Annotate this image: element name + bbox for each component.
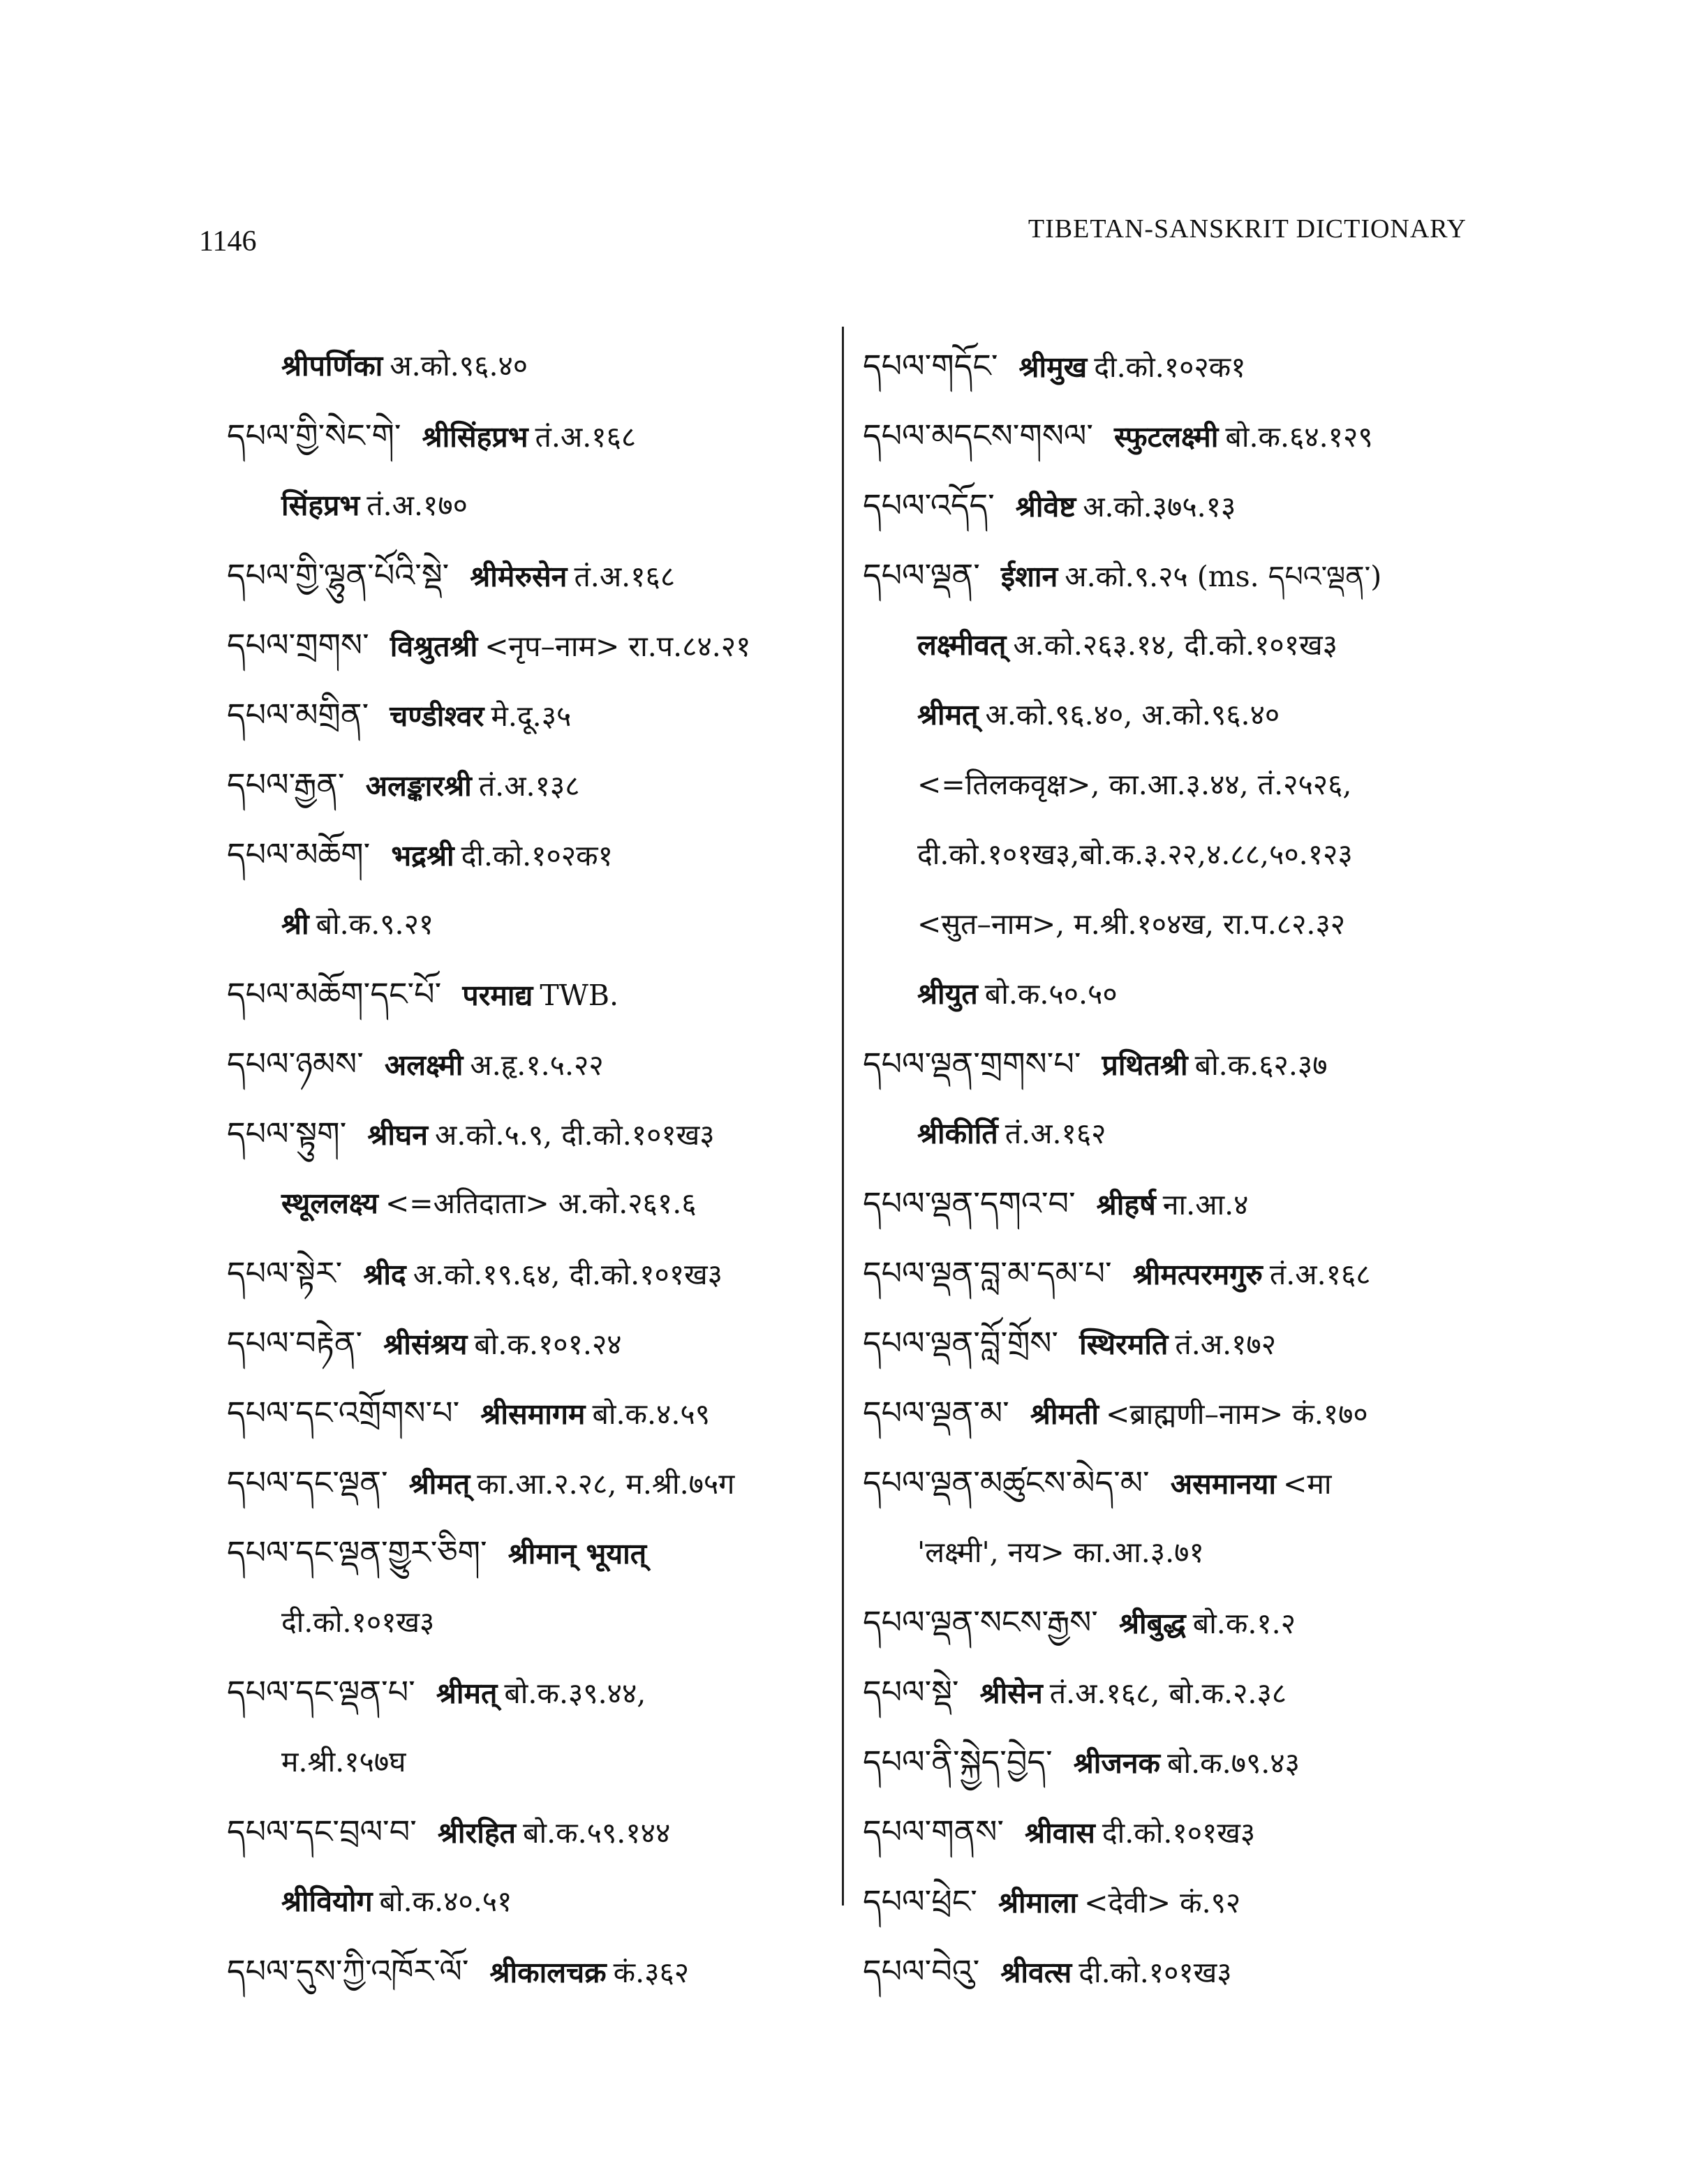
- dictionary-entry-line: [863, 1168, 1491, 1238]
- sanskrit-equivalent: श्रीमत्: [917, 698, 979, 731]
- sanskrit-equivalent: श्रीमत्: [408, 1467, 470, 1501]
- sanskrit-equivalent: परमाद्य: [462, 979, 533, 1012]
- tibetan-headword: དཔལ་ལྡན་མ་: [863, 1394, 1009, 1432]
- sanskrit-equivalent: श्रीघन: [367, 1118, 428, 1152]
- dictionary-entry-line: [863, 1727, 1491, 1797]
- sanskrit-equivalent: श्रीसिंहप्रभ: [422, 420, 528, 454]
- dictionary-entry-line: [863, 1797, 1491, 1866]
- tibetan-headword: དཔལ་ལྡན་གྲགས་པ་: [863, 1045, 1081, 1083]
- dictionary-entry-line: [227, 819, 827, 889]
- source-reference: बो.क.१०१.२४: [474, 1328, 622, 1361]
- sanskrit-equivalent: श्रीकीर्ति: [917, 1117, 998, 1150]
- sanskrit-equivalent: अलक्ष्मी: [384, 1048, 464, 1082]
- tibetan-headword: དཔལ་དུས་ཀྱི་འཁོར་ལོ་: [227, 1952, 469, 1990]
- source-reference: बो.क.७९.४३: [1167, 1746, 1300, 1780]
- page-number: 1146: [199, 225, 257, 258]
- entry-continuation-line: [863, 750, 1491, 819]
- sanskrit-equivalent: श्रीसेन: [979, 1677, 1043, 1710]
- source-reference: तं.अ.१७२: [1175, 1328, 1277, 1361]
- source-reference: बो.क.३९.४४,: [504, 1677, 646, 1710]
- left-column: [227, 331, 827, 2006]
- dictionary-entry-line: [863, 1657, 1491, 1727]
- sanskrit-equivalent: श्रीमान् भूयात्: [507, 1537, 647, 1570]
- sanskrit-equivalent: ईशान: [1000, 560, 1058, 593]
- sanskrit-equivalent: श्रीमत्: [436, 1677, 498, 1710]
- tibetan-headword: དཔལ་དང་བྲལ་བ་: [227, 1813, 417, 1850]
- dictionary-entry-line: [863, 1029, 1491, 1099]
- dictionary-entry-line: [863, 1936, 1491, 2006]
- tibetan-headword: དཔལ་བརྟེན་: [227, 1324, 363, 1362]
- tibetan-headword: དཔལ་ལྡན་བློ་གྲོས་: [863, 1324, 1059, 1362]
- dictionary-entry-line: [863, 1587, 1491, 1657]
- source-reference: <मा: [1283, 1467, 1332, 1501]
- tibetan-headword: དཔལ་ལྡན་: [863, 556, 980, 594]
- sanskrit-equivalent: श्रीसंश्रय: [383, 1328, 468, 1361]
- source-reference: बो.क.६२.३७: [1194, 1048, 1328, 1082]
- sanskrit-equivalent: असमानया: [1170, 1467, 1277, 1501]
- sanskrit-equivalent: लक्ष्मीवत्: [917, 628, 1007, 662]
- entry-continuation-line: [863, 889, 1491, 959]
- source-reference: बो.क.५९.१४४: [523, 1816, 671, 1850]
- tibetan-headword: དཔལ་གྲགས་: [227, 626, 369, 664]
- source-reference: अ.को.९६.४०, अ.को.९६.४०: [985, 698, 1280, 731]
- source-reference: तं.अ.१६८: [535, 420, 637, 454]
- source-reference: म.श्री.१५७घ: [281, 1745, 406, 1778]
- source-reference: <नृप–नाम> रा.प.८४.२१: [484, 630, 751, 663]
- source-reference: बो.क.१.२: [1192, 1607, 1296, 1640]
- sanskrit-equivalent: श्रीहर्ष: [1096, 1188, 1156, 1221]
- source-reference: बो.क.६४.१२९: [1225, 420, 1373, 454]
- dictionary-entry-line: [863, 470, 1491, 540]
- entry-continuation-line: [227, 889, 827, 959]
- sanskrit-equivalent: श्रीमेरुसेन: [470, 560, 568, 593]
- dictionary-entry-line: [863, 1308, 1491, 1378]
- tibetan-headword: དཔལ་སྟུག་: [227, 1115, 347, 1152]
- source-reference: दी.को.१०१ख३: [281, 1605, 435, 1639]
- tibetan-headword: དཔལ་མགྲིན་: [227, 696, 369, 734]
- dictionary-entry-line: [863, 1238, 1491, 1308]
- tibetan-headword: དཔལ་ཉམས་: [227, 1045, 364, 1083]
- source-reference: 'लक्ष्मी', नय> का.आ.३.७१: [917, 1536, 1204, 1569]
- source-reference: <=अतिदाता> अ.को.२६१.६: [385, 1187, 697, 1220]
- tibetan-headword: དཔལ་རྒྱན་: [227, 766, 345, 803]
- tibetan-headword: དཔལ་གདོང་: [863, 347, 998, 385]
- dictionary-entry-line: [863, 401, 1491, 470]
- source-reference: दी.को.१०१ख३,बो.क.३.२२,४.८८,५०.१२३: [917, 838, 1353, 871]
- tibetan-headword: དཔལ་མཆོག་དང་པོ་: [227, 975, 442, 1013]
- source-reference: बो.क.५०.५०: [984, 977, 1118, 1011]
- source-reference: तं.अ.१६८: [574, 560, 676, 593]
- source-reference: <सुत–नाम>, म.श्री.१०४ख, रा.प.८२.३२: [917, 907, 1346, 941]
- tibetan-headword: དཔལ་མཆོག་: [227, 835, 371, 873]
- source-reference: तं.अ.१६८: [1269, 1258, 1371, 1291]
- dictionary-entry-line: [227, 1657, 827, 1727]
- source-reference: TWB.: [540, 979, 619, 1012]
- entry-continuation-line: [227, 1168, 827, 1238]
- sanskrit-equivalent: श्रीमत्परमगुरु: [1132, 1258, 1263, 1291]
- sanskrit-equivalent: श्रीयुत: [917, 977, 978, 1011]
- entry-continuation-line: [863, 680, 1491, 750]
- tibetan-headword: དཔལ་སྡེ་: [863, 1673, 959, 1711]
- right-column: [863, 331, 1491, 2006]
- sanskrit-equivalent: श्रीवत्स: [1000, 1956, 1072, 1989]
- sanskrit-equivalent: श्रीरहित: [437, 1816, 517, 1850]
- column-divider: [842, 327, 844, 1906]
- dictionary-entry-line: [227, 1936, 827, 2006]
- entry-continuation-line: [863, 819, 1491, 889]
- dictionary-entry-line: [227, 1378, 827, 1448]
- entry-continuation-line: [227, 331, 827, 401]
- tibetan-headword: དཔལ་མདངས་གསལ་: [863, 417, 1094, 454]
- source-reference: दी.को.१०१ख३: [1079, 1956, 1232, 1989]
- tibetan-headword: དཔལ་ནི་སྐྱེད་བྱེད་: [863, 1743, 1053, 1781]
- running-head: TIBETAN-SANSKRIT DICTIONARY: [1028, 214, 1467, 244]
- source-reference: <देवी> कं.९२: [1084, 1886, 1241, 1919]
- dictionary-entry-line: [863, 1866, 1491, 1936]
- sanskrit-equivalent: चण्डीश्वर: [390, 699, 484, 733]
- source-reference: तं.अ.१६२: [1005, 1117, 1106, 1150]
- entry-continuation-line: [863, 610, 1491, 680]
- entry-continuation-line: [227, 470, 827, 540]
- source-reference: अ.को.९.२५ (ms. དཔའ་ལྡན་): [1065, 560, 1382, 593]
- dictionary-entry-line: [227, 1797, 827, 1866]
- dictionary-entry-line: [227, 540, 827, 610]
- dictionary-entry-line: [227, 610, 827, 680]
- dictionary-entry-line: [863, 540, 1491, 610]
- dictionary-entry-line: [227, 750, 827, 819]
- dictionary-entry-line: [227, 1099, 827, 1168]
- dictionary-entry-line: [863, 331, 1491, 401]
- source-reference: कं.३६२: [613, 1956, 690, 1989]
- source-reference: अ.को.१९.६४, दी.को.१०१ख३: [413, 1258, 723, 1291]
- sanskrit-equivalent: स्थूललक्ष्य: [281, 1187, 378, 1220]
- dictionary-entry-line: [227, 1448, 827, 1517]
- sanskrit-equivalent: अलङ्कारश्री: [365, 769, 472, 803]
- source-reference: ना.आ.४: [1162, 1188, 1249, 1221]
- tibetan-headword: དཔལ་དང་ལྡན་པ་: [227, 1673, 415, 1711]
- source-reference: अ.हृ.१.५.२२: [470, 1048, 604, 1082]
- source-reference: बो.क.९.२१: [316, 907, 434, 941]
- source-reference: <ब्राह्मणी–नाम> कं.१७०: [1105, 1397, 1368, 1431]
- tibetan-headword: དཔལ་གྱི་སེང་གེ་: [227, 417, 401, 454]
- entry-continuation-line: [227, 1587, 827, 1657]
- tibetan-headword: དཔལ་ལྡན་བླ་མ་དམ་པ་: [863, 1254, 1112, 1292]
- sanskrit-equivalent: श्रीकालचक्र: [489, 1956, 607, 1989]
- tibetan-headword: དཔལ་གནས་: [863, 1813, 1005, 1850]
- source-reference: <=तिलकवृक्ष>, का.आ.३.४४, तं.२५२६,: [917, 768, 1352, 801]
- tibetan-headword: དཔལ་འདོད་: [863, 486, 995, 524]
- tibetan-headword: དཔལ་དང་ལྡན་གྱུར་ཅིག་: [227, 1533, 487, 1571]
- sanskrit-equivalent: स्थिरमति: [1079, 1328, 1169, 1361]
- tibetan-headword: དཔལ་སྟེར་: [227, 1254, 343, 1292]
- tibetan-headword: དཔལ་ཕྲེང་: [863, 1882, 977, 1920]
- sanskrit-equivalent: श्रीवेष्ट: [1015, 490, 1076, 523]
- dictionary-entry-line: [227, 1517, 827, 1587]
- entry-continuation-line: [863, 1517, 1491, 1587]
- source-reference: तं.अ.१६८, बो.क.२.३८: [1049, 1677, 1287, 1710]
- sanskrit-equivalent: श्री: [281, 907, 309, 941]
- dictionary-entry-line: [227, 1308, 827, 1378]
- sanskrit-equivalent: श्रीमती: [1030, 1397, 1099, 1431]
- sanskrit-equivalent: श्रीपर्णिका: [281, 349, 383, 382]
- source-reference: बो.क.४०.५१: [379, 1885, 512, 1918]
- dictionary-entry-line: [227, 680, 827, 750]
- tibetan-headword: དཔལ་ལྡན་དགའ་བ་: [863, 1184, 1076, 1222]
- sanskrit-equivalent: श्रीबुद्ध: [1118, 1607, 1186, 1640]
- source-reference: अ.को.२६३.१४, दी.को.१०१ख३: [1013, 628, 1337, 662]
- source-reference: दी.को.१०२क१: [461, 839, 613, 872]
- entry-continuation-line: [863, 959, 1491, 1029]
- sanskrit-equivalent: श्रीवियोग: [281, 1885, 373, 1918]
- sanskrit-equivalent: श्रीमाला: [998, 1886, 1078, 1919]
- sanskrit-equivalent: सिंहप्रभ: [281, 489, 360, 522]
- dictionary-entry-line: [227, 959, 827, 1029]
- tibetan-headword: དཔལ་ལྡན་སངས་རྒྱས་: [863, 1603, 1098, 1641]
- source-reference: मे.दू.३५: [491, 699, 572, 733]
- entry-continuation-line: [227, 1866, 827, 1936]
- source-reference: तं.अ.१७०: [366, 489, 468, 522]
- source-reference: अ.को.९६.४०: [390, 349, 528, 382]
- source-reference: का.आ.२.२८, म.श्री.७५ग: [477, 1467, 735, 1501]
- sanskrit-equivalent: श्रीजनक: [1073, 1746, 1161, 1780]
- sanskrit-equivalent: श्रीद: [363, 1258, 406, 1291]
- tibetan-headword: དཔལ་དང་ལྡན་: [227, 1464, 388, 1501]
- source-reference: अ.को.३७५.१३: [1083, 490, 1236, 523]
- tibetan-headword: དཔལ་ལྡན་མཚུངས་མེད་མ་: [863, 1464, 1150, 1501]
- source-reference: अ.को.५.९, दी.को.१०१ख३: [435, 1118, 715, 1152]
- dictionary-entry-line: [227, 401, 827, 470]
- sanskrit-equivalent: श्रीमुख: [1018, 350, 1088, 384]
- tibetan-headword: དཔལ་དང་འགྲོགས་པ་: [227, 1394, 460, 1432]
- source-reference: दी.को.१०१ख३: [1102, 1816, 1256, 1850]
- tibetan-headword: དཔལ་གྱི་ལྷུན་པོའི་སྡེ་: [227, 556, 450, 594]
- sanskrit-equivalent: स्फुटलक्ष्मी: [1114, 420, 1219, 454]
- dictionary-entry-line: [863, 1378, 1491, 1448]
- dictionary-entry-line: [227, 1029, 827, 1099]
- sanskrit-equivalent: विश्रुतश्री: [390, 630, 478, 663]
- dictionary-entry-line: [863, 1448, 1491, 1517]
- source-reference: दी.को.१०२क१: [1094, 350, 1246, 384]
- entry-continuation-line: [227, 1727, 827, 1797]
- source-reference: तं.अ.१३८: [478, 769, 580, 803]
- source-reference: बो.क.४.५९: [592, 1397, 711, 1431]
- sanskrit-equivalent: श्रीवास: [1025, 1816, 1095, 1850]
- entry-continuation-line: [863, 1099, 1491, 1168]
- sanskrit-equivalent: श्रीसमागम: [480, 1397, 586, 1431]
- sanskrit-equivalent: भद्रश्री: [391, 839, 454, 872]
- dictionary-entry-line: [227, 1238, 827, 1308]
- tibetan-headword: དཔལ་བེའུ་: [863, 1952, 980, 1990]
- sanskrit-equivalent: प्रथितश्री: [1102, 1048, 1188, 1082]
